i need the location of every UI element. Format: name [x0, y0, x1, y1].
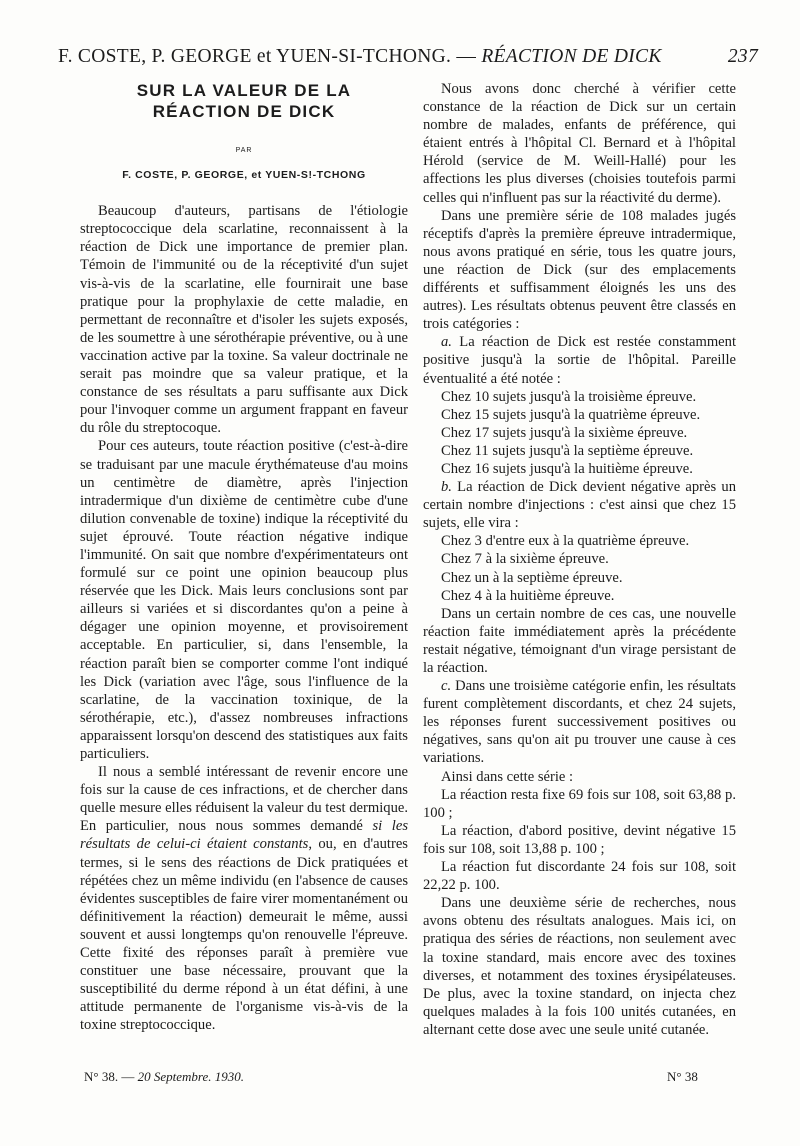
- list-item: Chez 4 à la huitième épreuve.: [441, 587, 615, 604]
- paragraph: Ainsi dans cette série :: [441, 768, 574, 785]
- footer-issue: [84, 1069, 244, 1085]
- paragraph: Pour ces auteurs, toute réaction positive (c'est-à-dire se traduisant par une macule érythémateuse d'au moins un centimètre de diamètre, après l'injection intradermique d'un dixième de centimètre cube d'une dilution convenable de toxine) indique la réceptivité du sujet éprouvé. Toute réaction négative indique l'immunité. On sait que nombre d'expérimentateurs ont formulé sur ce point une opinion beaucoup plus réservée que les Dick. Mais leurs conclusions sont par ailleurs si variées et si discordantes qu'on a peine à dégager une opinion moyenne, et provisoirement acceptable. En particulier, si, dans l'ensemble, la réaction paraît bien se comporter comme l'ont indiqué les Dick (variation avec l'âge, sous l'influence de la scarlatine, de la vaccination toxinique, de la sérothérapie, etc.), d'assez nombreuses infractions apparaissent lorsqu'on descend des statistiques aux faits particuliers.: [80, 438, 408, 762]
- list-item: Chez 16 sujets jusqu'à la huitième épreuve.: [441, 460, 693, 477]
- running-head: [58, 46, 758, 68]
- paragraph: Dans une deuxième série de recherches, nous avons obtenu des résultats analogues. Mais ici, on pratiqua des séries de réactions, non seulement avec la toxine standard, mais encore avec des toxines diverses, et notamment des toxines érysipélateuses. De plus, avec la toxine standard, on injecta chez quelques malades à la fois 100 unités cutanées, en alternant cette dose avec une seule unité cutanée.: [423, 895, 736, 1038]
- category-label: a.: [441, 334, 452, 351]
- paragraph: Beaucoup d'auteurs, partisans de l'étiologie streptococcique dela scarlatine, reconnaissent à la réaction de Dick une importance de premier plan. Témoin de l'immunité ou de la réceptivité d'un sujet vis-à-vis de la scarlatine, elle fournirait une base pratique pour la prophylaxie de cette maladie, en permettant de reconnaître et d'isoler les sujets exposés, de les soumettre à une sérothérapie préventive, ou à une vaccination active par la toxine. Sa valeur doctrinale ne serait pas moindre que sa valeur pratique, et la constance de ses résultats a paru suffisante aux Dick pour l'invoquer comme un argument frappant en faveur du rôle du streptocoque.: [80, 203, 408, 437]
- page-number: 237: [727, 46, 758, 67]
- result-line: La réaction, d'abord positive, devint négative 15 fois sur 108, soit 13,88 p. 100 ;: [423, 822, 736, 857]
- list-item: Chez 11 sujets jusqu'à la septième épreuve.: [441, 442, 694, 459]
- paragraph: Dans une première série de 108 malades jugés réceptifs d'après la première épreuve intradermique, nous avons pratiqué en série, tous les quatre jours, une réaction de Dick (sur des emplacements différents et suffisamment éloignés les uns des autres). Les résultats obtenus peuvent être classés en trois catégories :: [423, 207, 736, 333]
- article-title-line-2: RÉACTION DE DICK: [152, 102, 336, 121]
- running-head-title: RÉACTION DE DICK: [481, 46, 662, 67]
- list-item: Chez 3 d'entre eux à la quatrième épreuve.: [441, 533, 690, 550]
- paragraph: [80, 763, 408, 1034]
- text-run: Dans une troisième catégorie enfin, les résultats furent complètement discordants, et chez 24 sujets, les réponses furent successivement positives ou négatives, sans qu'on ait pu trouver une cause à ces variations.: [423, 678, 736, 767]
- result-line: La réaction fut discordante 24 fois sur 108, soit 22,22 p. 100.: [423, 859, 736, 894]
- category-c: [423, 677, 736, 767]
- list-item: Chez 10 sujets jusqu'à la troisième épreuve.: [441, 388, 697, 405]
- running-head-authors: F. COSTE, P. GEORGE et YUEN-SI-TCHONG. —: [58, 46, 477, 67]
- left-column: [80, 80, 408, 1035]
- right-column: [423, 80, 736, 1039]
- text-run: La réaction de Dick devient négative après un certain nombre d'injections : c'est ainsi que chez 15 sujets, elle vira :: [423, 479, 736, 532]
- result-line: La réaction resta fixe 69 fois sur 108, soit 63,88 p. 100 ;: [423, 786, 736, 821]
- text-run: , ou, en d'autres termes, si le sens des réactions de Dick pratiquées et répétées chez un même individu (en l'absence de causes évidentes susceptibles de faire virer momentanément ou définitivement la réaction) demeurait le même, aussi souvent et aussi longtemps qu'on renouvelle l'épreuve. Cette fixité des réponses paraît à première vue constituer une base nécessaire, prouvant que la susceptibilité du derme répond à un état défini, à une attitude permanente de l'organisme vis-à-vis de la toxine streptococcique.: [80, 836, 408, 1034]
- byline-authors: F. COSTE, P. GEORGE, et YUEN-S!-TCHONG: [122, 169, 366, 182]
- footer-date: 20 Septembre. 1930.: [137, 1069, 244, 1084]
- italic-phrase: si les résultats de celui-ci étaient constants: [80, 818, 409, 853]
- category-b: [423, 478, 736, 532]
- list-item: Chez un à la septième épreuve.: [441, 569, 623, 586]
- article-title: [80, 80, 408, 122]
- category-label: b.: [441, 479, 452, 496]
- text-run: Il nous a semblé intéressant de revenir encore une fois sur la cause de ces infractions, et de chercher dans quelle mesure elles réduisent la valeur du test dermique. En particulier, nous nous sommes demandé: [80, 764, 408, 835]
- paragraph: Nous avons donc cherché à vérifier cette constance de la réaction de Dick sur un certain nombre de malades, enfants de préférence, qui étaient entrés à l'hôpital Cl. Bernard et à l'hôpital Hérold (service de M. Weill-Hallé) pour les affections les plus diverses (choisies toutefois parmi celles qui n'influent pas sur la réactivité du derme).: [423, 81, 736, 206]
- list-item: Chez 15 sujets jusqu'à la quatrième épreuve.: [441, 406, 701, 423]
- paragraph: Dans un certain nombre de ces cas, une nouvelle réaction faite immédiatement après la précédente restait négative, témoignant d'un virage persistant de la réaction.: [423, 605, 736, 676]
- footer-issue-number: N° 38. —: [84, 1069, 135, 1084]
- list-item: Chez 17 sujets jusqu'à la sixième épreuve.: [441, 424, 688, 441]
- list-item: Chez 7 à la sixième épreuve.: [441, 551, 609, 568]
- category-label: c.: [441, 678, 452, 695]
- article-title-line-1: SUR LA VALEUR DE LA: [136, 81, 352, 100]
- text-run: La réaction de Dick est restée constamment positive jusqu'à la sortie de l'hôpital. Pareille éventualité a été notée :: [423, 334, 736, 387]
- byline-par: PAR: [235, 147, 253, 154]
- category-a: [423, 333, 736, 387]
- footer-issue-right: N° 38: [667, 1069, 698, 1084]
